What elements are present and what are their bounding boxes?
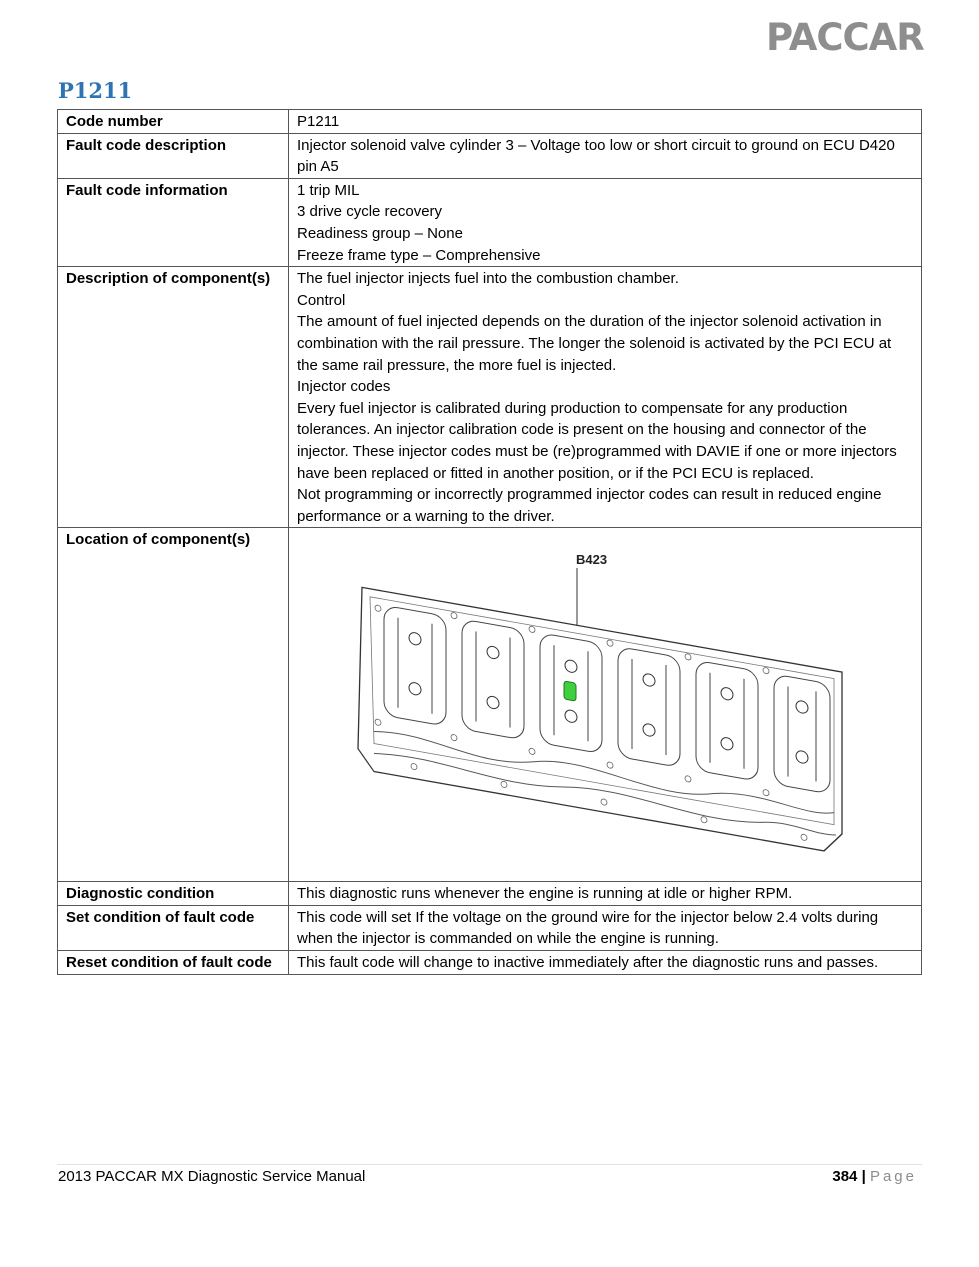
table-row: [58, 951, 922, 975]
row-label: Code number: [58, 110, 289, 134]
table-row: [58, 110, 922, 134]
description-subheading: Control: [297, 291, 346, 309]
paccar-logo: PACCAR: [766, 16, 924, 59]
description-paragraph: The amount of fuel injected depends on the duration of the injector solenoid activation in combination with the rail pressure. The longer the solenoid is activated by the PCI ECU at the same rail pressure, the more fuel is injected.: [297, 313, 892, 374]
page-number: 384: [832, 1168, 858, 1185]
row-value: [289, 178, 922, 266]
table-row: [58, 267, 922, 528]
table-row: [58, 178, 922, 266]
page-word: Page: [869, 1168, 917, 1185]
row-label: Set condition of fault code: [58, 905, 289, 950]
row-value: Injector solenoid valve cylinder 3 – Voltage too low or short circuit to ground on ECU D420 pin A5: [289, 133, 922, 178]
table-row: [58, 882, 922, 906]
info-line: Readiness group – None: [297, 224, 463, 242]
row-value: This code will set If the voltage on the ground wire for the injector below 2.4 volts during when the injector is commanded on while the engine is running.: [289, 905, 922, 950]
component-location-image-cell: [289, 528, 922, 882]
engine-cylinder-head-diagram: [344, 548, 874, 868]
component-callout-label: B423: [576, 552, 608, 568]
injector-b423-highlight: [564, 681, 576, 701]
row-label: Location of component(s): [58, 528, 289, 882]
description-subheading: Injector codes: [297, 378, 391, 396]
table-row: [58, 133, 922, 178]
row-label: Reset condition of fault code: [58, 951, 289, 975]
footer-page-indicator: [832, 1168, 917, 1185]
info-line: Freeze frame type – Comprehensive: [297, 246, 541, 264]
table-row: [58, 905, 922, 950]
page-title: P1211: [58, 78, 133, 103]
table-row: [58, 528, 922, 882]
fault-code-table: [57, 109, 922, 975]
row-label: Fault code description: [58, 133, 289, 178]
info-line: 3 drive cycle recovery: [297, 203, 443, 221]
row-value: This fault code will change to inactive immediately after the diagnostic runs and passes.: [289, 951, 922, 975]
description-paragraph: Every fuel injector is calibrated during production to compensate for any production tolerances. An injector calibration code is present on the housing and connector of the injector. These injector codes must be (re)programmed with DAVIE if one or more injectors have been replaced or fitted in another position, or if the PCI ECU is replaced.: [297, 399, 897, 482]
description-paragraph: The fuel injector injects fuel into the combustion chamber.: [297, 270, 679, 288]
cylinder-head-outline: [358, 587, 842, 854]
info-line: 1 trip MIL: [297, 181, 360, 199]
footer-manual-title: 2013 PACCAR MX Diagnostic Service Manual: [58, 1168, 366, 1185]
page-separator: |: [861, 1168, 866, 1185]
footer-divider: [57, 1164, 922, 1165]
row-label: Fault code information: [58, 178, 289, 266]
row-label: Description of component(s): [58, 267, 289, 528]
row-value: This diagnostic runs whenever the engine is running at idle or higher RPM.: [289, 882, 922, 906]
description-paragraph: Not programming or incorrectly programmed injector codes can result in reduced engine performance or a warning to the driver.: [297, 486, 882, 525]
row-label: Diagnostic condition: [58, 882, 289, 906]
row-value: P1211: [289, 110, 922, 134]
row-value: [289, 267, 922, 528]
